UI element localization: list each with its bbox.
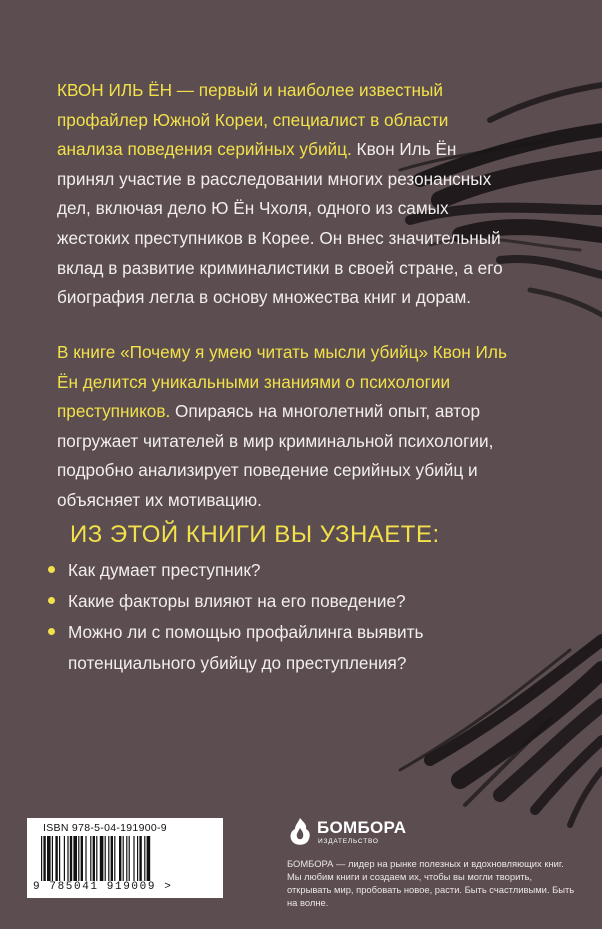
barcode-bar: [114, 836, 115, 881]
barcode-bar: [100, 836, 104, 881]
learn-list-item-text: Можно ли с помощью профайлинга выявить потенциального убийцу до преступления?: [68, 622, 424, 673]
learn-list: [48, 555, 518, 679]
barcode-bar: [108, 836, 109, 881]
learn-list-item-text: Как думает преступник?: [68, 560, 261, 580]
barcode-bar: [90, 836, 91, 881]
bomb-flame-icon: [287, 816, 313, 848]
barcode-bar: [147, 836, 151, 881]
author-bio-highlight: КВОН ИЛЬ ЁН — первый и наиболее известный профайлер Южной Кореи, специалист в области анализа поведения серийных убийц.: [57, 80, 449, 160]
barcode-bar: [55, 836, 57, 881]
barcode-bar: [133, 836, 134, 881]
publisher-logo: [287, 816, 407, 850]
learn-list-item-text: Какие факторы влияют на его поведение?: [68, 591, 406, 611]
barcode-graphic: [41, 836, 211, 881]
barcode-bar: [129, 836, 130, 881]
barcode-bar: [41, 836, 42, 881]
publisher-name: БОМБОРА: [317, 818, 407, 837]
bullet-dot-icon: [48, 566, 55, 573]
barcode-bar: [126, 836, 127, 881]
learn-heading: ИЗ ЭТОЙ КНИГИ ВЫ УЗНАЕТЕ:: [70, 521, 440, 548]
learn-list-item: [48, 586, 518, 617]
barcode-panel: [27, 818, 223, 898]
barcode-bar: [119, 836, 121, 881]
barcode-bar: [111, 836, 113, 881]
barcode-bar: [67, 836, 68, 881]
learn-list-item: [48, 617, 518, 679]
barcode-bar: [52, 836, 53, 881]
barcode-bar: [81, 836, 83, 881]
book-description-paragraph: [57, 338, 507, 516]
barcode-bar: [70, 836, 72, 881]
barcode-bar: [59, 836, 60, 881]
barcode-bar: [137, 836, 138, 881]
barcode-bar: [78, 836, 79, 881]
learn-list-item: [48, 555, 518, 586]
barcode-number: 9 785041 919009 >: [33, 881, 173, 893]
barcode-bar: [43, 836, 45, 881]
book-description-highlight: В книге «Почему я умею читать мысли убийц» Квон Иль Ён делится уникальными знаниями о психологии преступников.: [57, 342, 507, 422]
barcode-bar: [96, 836, 97, 881]
bullet-dot-icon: [48, 628, 55, 635]
barcode-bar: [47, 836, 51, 881]
book-description-text: Опираясь на многолетний опыт, автор погружает читателей в мир криминальной психологии, подробно анализирует поведение серийных убийц и объясняет их мотивацию.: [57, 401, 494, 510]
publisher-tagline: БОМБОРА — лидер на рынке полезных и вдохновляющих книг. Мы любим книги и создаем их, чтобы вы могли творить, открывать мир, пробовать новое, расти. Быть счастливыми. Быть на волне.: [287, 858, 575, 908]
barcode-bar: [139, 836, 141, 881]
bullet-dot-icon: [48, 597, 55, 604]
barcode-bar: [144, 836, 145, 881]
isbn-label: ISBN 978-5-04-191900-9: [43, 822, 167, 834]
barcode-bar: [93, 836, 95, 881]
barcode-bar: [85, 836, 86, 881]
barcode-bar: [123, 836, 124, 881]
barcode-bar: [73, 836, 77, 881]
author-bio-paragraph: [57, 76, 507, 313]
publisher-subtitle: ИЗДАТЕЛЬСТВО: [318, 838, 379, 845]
author-bio-text: Квон Иль Ён принял участие в расследовании многих резонансных дел, включая дело Ю Ён Чхоля, одного из самых жестоких преступников в Корее. Он внес значительный вклад в развитие криминалистики в своей стране, а его биография легла в основу множества книг и дорам.: [57, 139, 503, 308]
barcode-bar: [64, 836, 65, 881]
barcode-bar: [105, 836, 106, 881]
